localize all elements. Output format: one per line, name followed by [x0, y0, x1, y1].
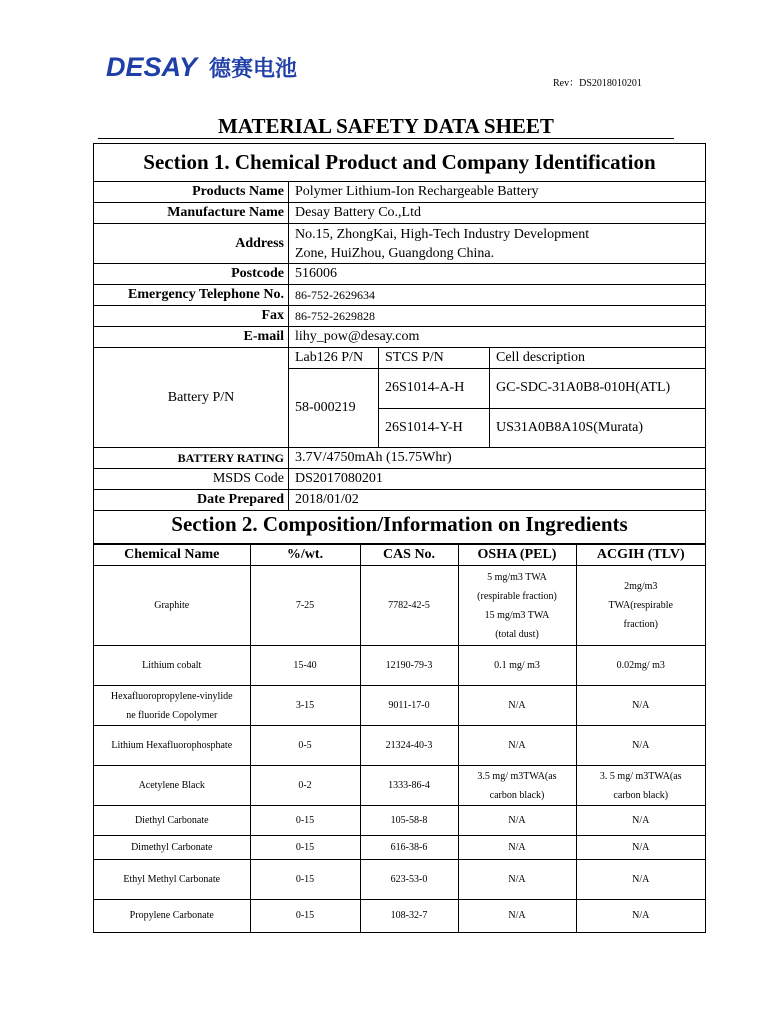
table-row: [94, 566, 705, 646]
ingredients-table: [94, 544, 705, 932]
battery-pn-stack: [379, 369, 705, 447]
table-row: [94, 646, 705, 686]
weight-percent-cell: 0-15: [250, 860, 360, 900]
table-row: [94, 806, 705, 836]
chemical-name-cell: [94, 766, 250, 806]
cell-line: N/A: [508, 910, 526, 922]
cell-line: N/A: [508, 842, 526, 853]
weight-percent-cell: 0-15: [250, 806, 360, 836]
table-row: [94, 686, 705, 726]
battery-pn-grid: [289, 348, 705, 447]
battery-rating-value: 3.7V/4750mAh (15.75Whr): [295, 450, 452, 465]
ingredients-header-row: [94, 545, 705, 566]
cell-line: N/A: [632, 815, 650, 826]
cell-line: 3.5 mg/ m3TWA(as: [477, 770, 557, 782]
acgih-tlv-cell: [576, 726, 705, 766]
weight-percent-cell: 0-5: [250, 726, 360, 766]
emergency-phone-row: [94, 285, 705, 306]
battery-pn-header: [289, 348, 705, 369]
cell-description-value: US31A0B8A10S(Murata): [496, 419, 643, 435]
column-header: %/wt.: [250, 545, 360, 566]
chemical-name-cell: [94, 686, 250, 726]
address-label: Address: [94, 224, 289, 263]
cell-line: N/A: [632, 910, 650, 922]
cell-line: Lithium cobalt: [142, 660, 202, 671]
weight-percent-cell: 0-2: [250, 766, 360, 806]
cell-line: N/A: [632, 700, 650, 711]
emergency-phone-label: Emergency Telephone No.: [94, 285, 289, 305]
battery-pn-label: Battery P/N: [94, 348, 289, 447]
section-2-table: [93, 505, 706, 933]
postcode-row: [94, 264, 705, 285]
osha-pel-cell: [458, 766, 576, 806]
products-name-row: [94, 182, 705, 203]
manufacture-name-value: Desay Battery Co.,Ltd: [295, 205, 421, 220]
cas-number-cell: 7782-42-5: [360, 566, 458, 646]
osha-pel-cell: [458, 646, 576, 686]
acgih-tlv-cell: [576, 686, 705, 726]
cell-line: N/A: [632, 842, 650, 853]
osha-pel-cell: [458, 860, 576, 900]
emergency-phone-value: 86-752-2629634: [295, 287, 375, 302]
address-line-1: No.15, ZhongKai, High-Tech Industry Development: [295, 226, 590, 242]
table-row: [94, 726, 705, 766]
osha-pel-cell: [458, 836, 576, 860]
weight-percent-cell: 3-15: [250, 686, 360, 726]
osha-pel-cell: [458, 686, 576, 726]
acgih-tlv-cell: [576, 766, 705, 806]
section-2-heading: Section 2. Composition/Information on Ingredients: [94, 505, 705, 544]
cell-description-header: Cell description: [496, 350, 586, 365]
fax-label: Fax: [94, 306, 289, 326]
chemical-name-cell: [94, 900, 250, 932]
lab126-pn-value: 58-000219: [289, 369, 379, 447]
cell-line: N/A: [508, 815, 526, 826]
logo-text-cn: 德赛电池: [209, 56, 298, 82]
cas-number-cell: 105-58-8: [360, 806, 458, 836]
osha-pel-cell: [458, 566, 576, 646]
fax-value: 86-752-2629828: [295, 308, 375, 323]
cell-line: Ethyl Methyl Carbonate: [123, 874, 221, 885]
cell-line: Acetylene Black: [138, 780, 205, 791]
column-header: OSHA (PEL): [458, 545, 576, 566]
section-1-heading: Section 1. Chemical Product and Company Identification: [94, 144, 705, 182]
cell-line: 15 mg/m3 TWA: [484, 609, 550, 621]
cell-line: carbon black): [489, 789, 545, 801]
email-row: [94, 327, 705, 348]
stcs-pn-value: 26S1014-A-H: [379, 369, 490, 408]
cell-line: N/A: [632, 874, 650, 885]
battery-rating-label: BATTERY RATING: [94, 448, 289, 468]
cell-line: Dimethyl Carbonate: [131, 842, 213, 853]
msds-code-row: [94, 469, 705, 490]
chemical-name-cell: [94, 646, 250, 686]
msds-code-label: MSDS Code: [94, 469, 289, 489]
weight-percent-cell: 7-25: [250, 566, 360, 646]
cell-line: Lithium Hexafluorophosphate: [111, 740, 233, 751]
acgih-tlv-cell: [576, 646, 705, 686]
osha-pel-cell: [458, 806, 576, 836]
chemical-name-cell: [94, 806, 250, 836]
column-header: ACGIH (TLV): [576, 545, 705, 566]
cell-line: (respirable fraction): [477, 590, 557, 602]
battery-pn-sub-row: [379, 408, 705, 448]
table-row: [94, 860, 705, 900]
chemical-name-cell: [94, 726, 250, 766]
cas-number-cell: 1333-86-4: [360, 766, 458, 806]
postcode-value: 516006: [295, 266, 337, 281]
osha-pel-cell: [458, 726, 576, 766]
acgih-tlv-cell: [576, 836, 705, 860]
cell-line: (total dust): [495, 628, 539, 640]
battery-pn-body: [289, 369, 705, 447]
postcode-label: Postcode: [94, 264, 289, 284]
email-label: E-mail: [94, 327, 289, 347]
cell-line: TWA(respirable: [608, 600, 673, 611]
cell-line: N/A: [632, 740, 650, 751]
acgih-tlv-cell: [576, 860, 705, 900]
acgih-tlv-cell: [576, 806, 705, 836]
cell-line: N/A: [508, 740, 526, 751]
cell-line: 0.02mg/ m3: [616, 660, 665, 671]
column-header: Chemical Name: [94, 545, 250, 566]
msds-code-value: DS2017080201: [295, 471, 383, 486]
cas-number-cell: 9011-17-0: [360, 686, 458, 726]
products-name-value: Polymer Lithium-Ion Rechargeable Battery: [295, 184, 539, 199]
acgih-tlv-cell: [576, 900, 705, 932]
logo-text-en: DESAY: [106, 51, 198, 82]
battery-pn-row: [94, 348, 705, 448]
stcs-pn-value: 26S1014-Y-H: [379, 409, 490, 448]
cell-line: ne fluoride Copolymer: [126, 709, 218, 721]
cell-line: carbon black): [613, 789, 669, 801]
email-value: lihy_pow@desay.com: [295, 329, 420, 344]
table-row: [94, 766, 705, 806]
cell-line: Propylene Carbonate: [129, 910, 214, 922]
products-name-label: Products Name: [94, 182, 289, 202]
table-row: [94, 836, 705, 860]
weight-percent-cell: 0-15: [250, 900, 360, 932]
cas-number-cell: 623-53-0: [360, 860, 458, 900]
address-value: [289, 224, 705, 263]
revision-code: Rev：DS2018010201: [553, 78, 642, 89]
cell-line: Hexafluoropropylene-vinylide: [110, 690, 233, 702]
acgih-tlv-cell: [576, 566, 705, 646]
osha-pel-cell: [458, 900, 576, 932]
cell-line: Diethyl Carbonate: [134, 815, 209, 826]
weight-percent-cell: 0-15: [250, 836, 360, 860]
cas-number-cell: 616-38-6: [360, 836, 458, 860]
address-line-2: Zone, HuiZhou, Guangdong China.: [295, 245, 495, 261]
date-prepared-value: 2018/01/02: [295, 492, 359, 507]
cell-line: 5 mg/m3 TWA: [487, 571, 547, 583]
address-row: [94, 224, 705, 264]
battery-rating-row: [94, 448, 705, 469]
battery-pn-sub-row: [379, 369, 705, 408]
cas-number-cell: 12190-79-3: [360, 646, 458, 686]
company-logo: [106, 52, 297, 82]
document-title: MATERIAL SAFETY DATA SHEET: [218, 114, 554, 138]
date-prepared-label: Date Prepared: [94, 490, 289, 510]
cell-line: 2mg/m3: [624, 581, 658, 592]
chemical-name-cell: [94, 860, 250, 900]
cell-line: N/A: [508, 874, 526, 885]
cell-line: 3. 5 mg/ m3TWA(as: [599, 770, 682, 782]
manufacture-name-label: Manufacture Name: [94, 203, 289, 223]
ingredients-body: [94, 566, 705, 932]
column-header: CAS No.: [360, 545, 458, 566]
cas-number-cell: 108-32-7: [360, 900, 458, 932]
lab126-pn-header: Lab126 P/N: [289, 348, 379, 368]
table-row: [94, 900, 705, 932]
section-1-table: [93, 143, 706, 511]
cell-line: N/A: [508, 700, 526, 711]
cell-line: Graphite: [154, 600, 190, 611]
cell-line: fraction): [623, 619, 658, 630]
cas-number-cell: 21324-40-3: [360, 726, 458, 766]
fax-row: [94, 306, 705, 327]
manufacture-name-row: [94, 203, 705, 224]
cell-line: 0.1 mg/ m3: [494, 660, 540, 671]
cell-description-value: GC-SDC-31A0B8-010H(ATL): [496, 380, 671, 396]
chemical-name-cell: [94, 566, 250, 646]
weight-percent-cell: 15-40: [250, 646, 360, 686]
stcs-pn-header: STCS P/N: [379, 348, 490, 368]
chemical-name-cell: [94, 836, 250, 860]
title-divider: [98, 138, 674, 139]
